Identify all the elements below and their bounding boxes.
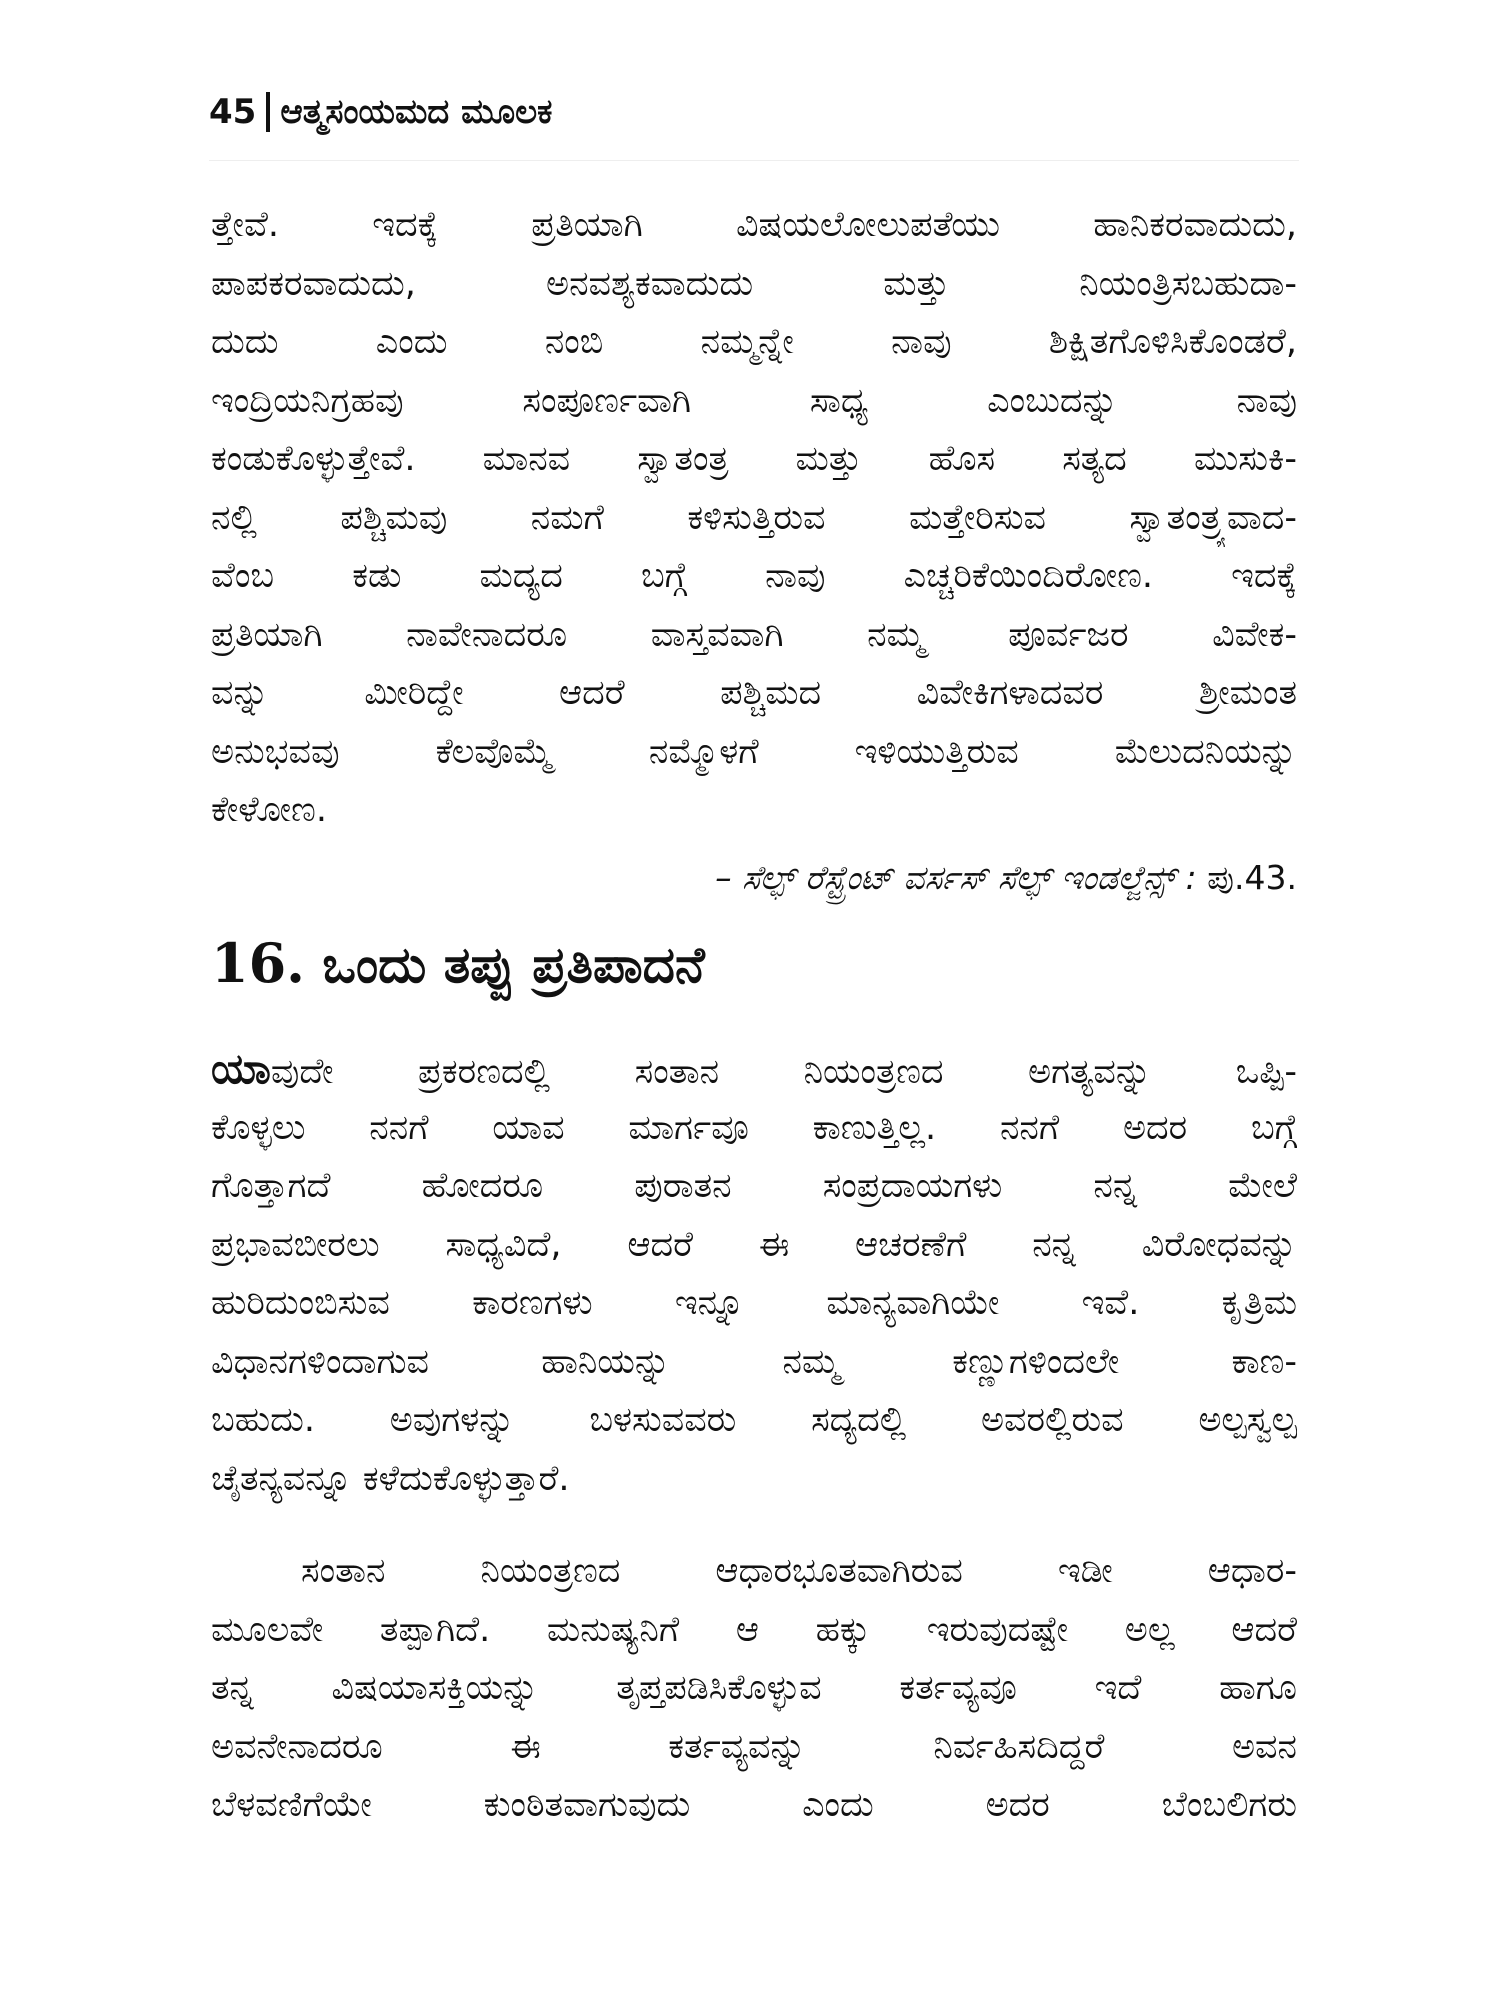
- text-line: ಕಂಡುಕೊಳ್ಳುತ್ತೇವೆ. ಮಾನವ ಸ್ವಾತಂತ್ರ ಮತ್ತು ಹೊಸ ಸತ್ಯದ ಮುಸುಕಿ-: [211, 439, 1297, 479]
- text-line: ವನ್ನು ಮೀರಿದ್ದೇ ಆದರೆ ಪಶ್ಚಿಮದ ವಿವೇಕಿಗಳಾದವರ ಶ್ರೀಮಂತ: [211, 673, 1297, 713]
- citation-source: – ಸೆಲ್ಫ್ ರೆಸ್ಟ್ರೆಂಟ್ ವರ್ಸಸ್ ಸೆಲ್ಫ್ ಇಂಡಲ್ಜೆನ್ಸ್ :: [715, 858, 1197, 897]
- running-header: [209, 92, 552, 132]
- text-line-rest: ವುದೇ ಪ್ರಕರಣದಲ್ಲಿ ಸಂತಾನ ನಿಯಂತ್ರಣದ ಅಗತ್ಯವನ್ನು ಒಪ್ಪಿ-: [270, 1052, 1297, 1092]
- text-line: ನಲ್ಲಿ ಪಶ್ಚಿಮವು ನಮಗೆ ಕಳಿಸುತ್ತಿರುವ ಮತ್ತೇರಿಸುವ ಸ್ವಾತಂತ್ರ್ಯವಾದ-: [211, 497, 1297, 538]
- section1-paragraph: [211, 196, 1297, 840]
- text-line: ಕೊಳ್ಳಲು ನನಗೆ ಯಾವ ಮಾರ್ಗವೂ ಕಾಣುತ್ತಿಲ್ಲ. ನನಗೆ ಅದರ ಬಗ್ಗೆ: [211, 1107, 1297, 1148]
- section-number: 16.: [211, 931, 305, 995]
- text-line: ದುದು ಎಂದು ನಂಬಿ ನಮ್ಮನ್ನೇ ನಾವು ಶಿಕ್ಷಿತಗೊಳಿಸಿಕೊಂಡರೆ,: [211, 322, 1297, 362]
- text-line: ವೆಂಬ ಕಡು ಮದ್ಯದ ಬಗ್ಗೆ ನಾವು ಎಚ್ಚರಿಕೆಯಿಂದಿರೋಣ. ಇದಕ್ಕೆ: [211, 556, 1297, 596]
- text-line: ಸಂತಾನ ನಿಯಂತ್ರಣದ ಆಧಾರಭೂತವಾಗಿರುವ ಇಡೀ ಆಧಾರ-: [301, 1551, 1297, 1591]
- section-heading: [211, 930, 705, 998]
- section-title: ಒಂದು ತಪ್ಪು ಪ್ರತಿಪಾದನೆ: [322, 936, 705, 994]
- text-line: ಅವನೇನಾದರೂ ಈ ಕರ್ತವ್ಯವನ್ನು ನಿರ್ವಹಿಸದಿದ್ದರೆ ಅವನ: [211, 1726, 1297, 1767]
- text-line: ಇಂದ್ರಿಯನಿಗ್ರಹವು ಸಂಪೂರ್ಣವಾಗಿ ಸಾಧ್ಯ ಎಂಬುದನ್ನು ನಾವು: [211, 380, 1297, 421]
- text-line: ಚೈತನ್ಯವನ್ನೂ ಕಳೆದುಕೊಳ್ಳುತ್ತಾರೆ.: [211, 1458, 570, 1499]
- text-line: ಕೇಳೋಣ.: [211, 790, 327, 830]
- text-line: ಮೂಲವೇ ತಪ್ಪಾಗಿದೆ. ಮನುಷ್ಯನಿಗೆ ಆ ಹಕ್ಕು ಇರುವುದಷ್ಟೇ ಅಲ್ಲ ಆದರೆ: [211, 1609, 1297, 1650]
- text-line: ತನ್ನ ವಿಷಯಾಸಕ್ತಿಯನ್ನು ತೃಪ್ತಪಡಿಸಿಕೊಳ್ಳುವ ಕರ್ತವ್ಯವೂ ಇದೆ ಹಾಗೂ: [211, 1668, 1297, 1708]
- text-line: ತ್ತೇವೆ. ಇದಕ್ಕೆ ಪ್ರತಿಯಾಗಿ ವಿಷಯಲೋಲುಪತೆಯು ಹಾನಿಕರವಾದುದು,: [211, 205, 1297, 245]
- citation: [715, 850, 1297, 906]
- text-line: ಗೊತ್ತಾಗದೆ ಹೋದರೂ ಪುರಾತನ ಸಂಪ್ರದಾಯಗಳು ನನ್ನ ಮೇಲೆ: [211, 1166, 1297, 1206]
- text-line: ಅನುಭವವು ಕೆಲವೊಮ್ಮೆ ನಮ್ಮೊಳಗೆ ಇಳಿಯುತ್ತಿರುವ ಮೆಲುದನಿಯನ್ನು: [211, 731, 1297, 772]
- page-number: 45: [209, 92, 257, 132]
- section2-paragraph-1: [211, 1040, 1297, 1508]
- text-line: ಪ್ರತಿಯಾಗಿ ನಾವೇನಾದರೂ ವಾಸ್ತವವಾಗಿ ನಮ್ಮ ಪೂರ್ವಜರ ವಿವೇಕ-: [211, 614, 1297, 655]
- section2-paragraph-2: [211, 1542, 1297, 1835]
- text-line: ಬಹುದು. ಅವುಗಳನ್ನು ಬಳಸುವವರು ಸದ್ಯದಲ್ಲಿ ಅವರಲ್ಲಿರುವ ಅಲ್ಪಸ್ವಲ್ಪ: [211, 1400, 1297, 1440]
- citation-page: ಪು.43.: [1207, 858, 1297, 897]
- text-line: ಪಾಪಕರವಾದುದು, ಅನವಶ್ಯಕವಾದುದು ಮತ್ತು ನಿಯಂತ್ರಿಸಬಹುದಾ-: [211, 263, 1297, 304]
- header-rule: [209, 160, 1299, 161]
- text-line: ಪ್ರಭಾವಬೀರಲು ಸಾಧ್ಯವಿದೆ, ಆದರೆ ಈ ಆಚರಣೆಗೆ ನನ್ನ ವಿರೋಧವನ್ನು: [211, 1224, 1297, 1265]
- text-line-first: [211, 1040, 1297, 1099]
- text-line: ಬೆಳವಣಿಗೆಯೇ ಕುಂಠಿತವಾಗುವುದು ಎಂದು ಅದರ ಬೆಂಬಲಿಗರು: [211, 1785, 1297, 1825]
- drop-cap: ಯಾ: [211, 1044, 271, 1093]
- text-line: ಹುರಿದುಂಬಿಸುವ ಕಾರಣಗಳು ಇನ್ನೂ ಮಾನ್ಯವಾಗಿಯೇ ಇವೆ. ಕೃತ್ರಿಮ: [211, 1283, 1297, 1323]
- header-divider: [266, 92, 270, 132]
- text-line: ವಿಧಾನಗಳಿಂದಾಗುವ ಹಾನಿಯನ್ನು ನಮ್ಮ ಕಣ್ಣುಗಳಿಂದಲೇ ಕಾಣ-: [211, 1341, 1297, 1382]
- running-title: ಆತ್ಮಸಂಯಮದ ಮೂಲಕ: [280, 92, 553, 132]
